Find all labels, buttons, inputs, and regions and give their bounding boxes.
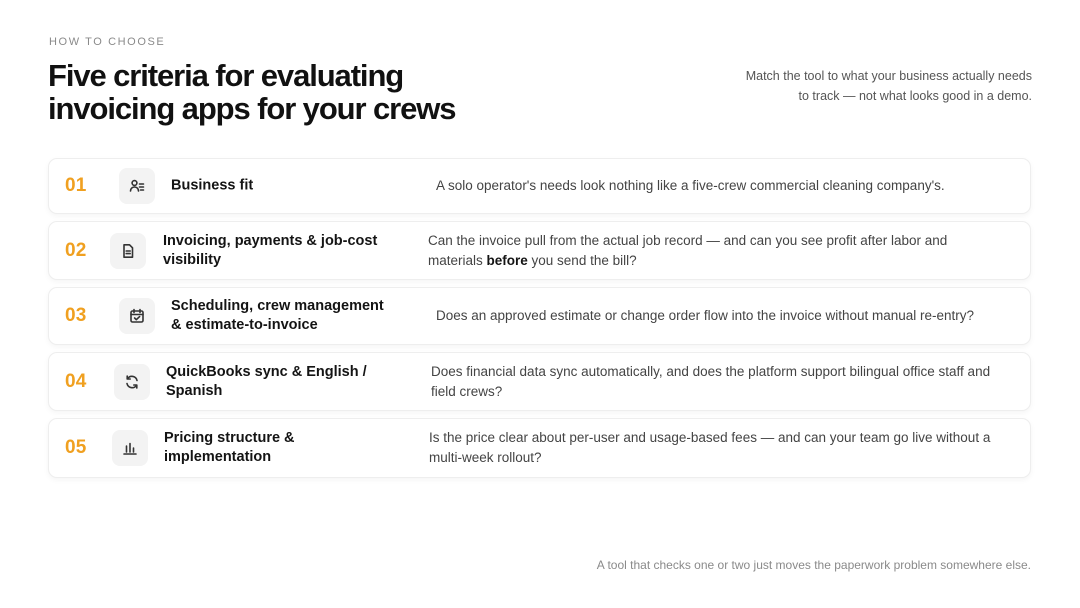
section-eyebrow: HOW TO CHOOSE [49, 36, 166, 48]
emphasis-text: before [486, 252, 528, 268]
criteria-label: Pricing structure & implementation [164, 430, 295, 465]
criteria-label: QuickBooks sync & English / Spanish [166, 363, 367, 399]
page-subtitle: Match the tool to what your business actually needs to track — not what looks good in a demo. [745, 69, 1032, 103]
criteria-description: Is the price clear about per-user and usage-based fees — and can your team go live without a multi-week rollout? [429, 430, 991, 465]
document-icon [110, 233, 146, 269]
page-title [48, 59, 568, 125]
criteria-number: 03 [65, 305, 87, 326]
criteria-description: A solo operator's needs look nothing like a five-crew commercial cleaning company's. [436, 178, 945, 193]
criteria-number: 05 [65, 437, 87, 458]
criteria-description: Can the invoice pull from the actual job record — and can you see profit after labor and materials before you send the bill? [428, 232, 948, 268]
footer-note: A tool that checks one or two just moves the paperwork problem somewhere else. [596, 558, 1031, 572]
criteria-number: 01 [65, 175, 87, 196]
sync-icon [114, 364, 150, 400]
criteria-row-3 [48, 287, 1031, 345]
criteria-description: Does an approved estimate or change order flow into the invoice without manual re-entry? [436, 308, 975, 323]
criteria-number: 04 [65, 370, 87, 392]
criteria-number: 02 [65, 239, 87, 261]
title-line-2: invoicing apps for your crews [48, 91, 456, 126]
criteria-row-2 [48, 221, 1031, 280]
criteria-label: Invoicing, payments & job-cost visibility [163, 232, 378, 268]
bar-chart-icon [112, 430, 148, 466]
title-line-1: Five criteria for evaluating [48, 58, 404, 93]
criteria-row-1 [48, 158, 1031, 214]
calendar-check-icon [119, 298, 155, 334]
criteria-row-4 [48, 352, 1031, 411]
user-list-icon [119, 168, 155, 204]
criteria-description: Does financial data sync automatically, and does the platform support bilingual office staff and field crews? [431, 363, 991, 399]
criteria-row-5 [48, 418, 1031, 478]
criteria-label: Scheduling, crew management & estimate-to-invoice [171, 298, 384, 333]
criteria-label: Business fit [171, 177, 254, 194]
